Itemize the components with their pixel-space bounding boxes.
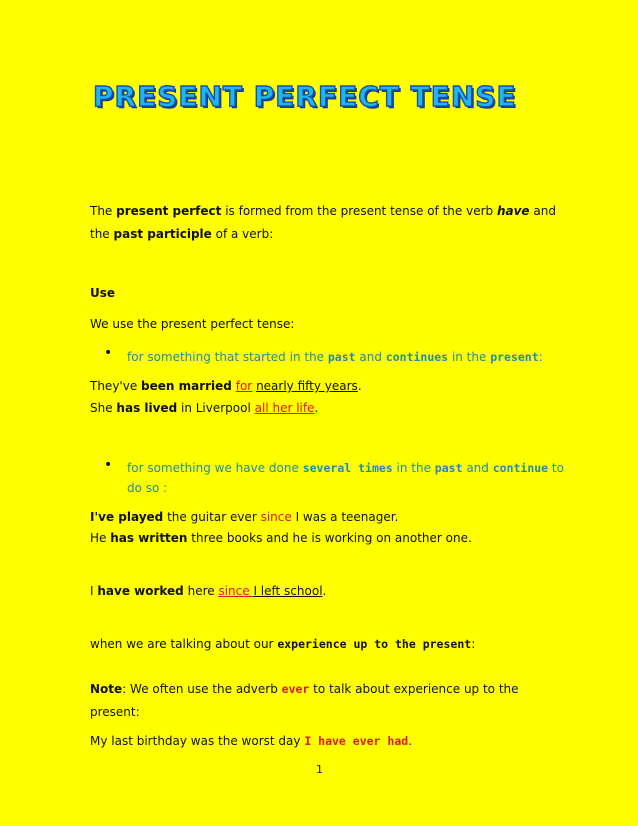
example-birthday: My last birthday was the worst day I have ever had. — [90, 734, 412, 748]
bullet-item-continues: for something that started in the past and continues in the present: — [127, 350, 543, 364]
bullet-dot: • — [104, 457, 113, 473]
use-intro: We use the present perfect tense: — [90, 317, 295, 331]
example-lived: She has lived in Liverpool all her life. — [90, 401, 319, 415]
use-heading: Use — [90, 286, 116, 300]
example-written: He has written three books and he is working on another one. — [90, 531, 472, 545]
experience-line: when we are talking about our experience up to the present: — [90, 637, 476, 651]
bullet-item-several-times: for something we have done several times in the past and continue to do so : — [127, 461, 564, 495]
example-married: They've been married for nearly fifty years. — [90, 379, 362, 393]
page-title: PRESENT PERFECT TENSE — [93, 80, 517, 113]
note-paragraph: Note: We often use the adverb ever to talk about experience up to the present: — [90, 682, 519, 719]
example-worked: I have worked here since I left school. — [90, 584, 327, 598]
intro-paragraph: The present perfect is formed from the present tense of the verb have and the past participle of a verb: — [90, 204, 556, 241]
example-played: I've played the guitar ever since I was a teenager. — [90, 510, 399, 524]
bullet-dot: • — [104, 345, 113, 361]
page-number: 1 — [316, 763, 323, 776]
